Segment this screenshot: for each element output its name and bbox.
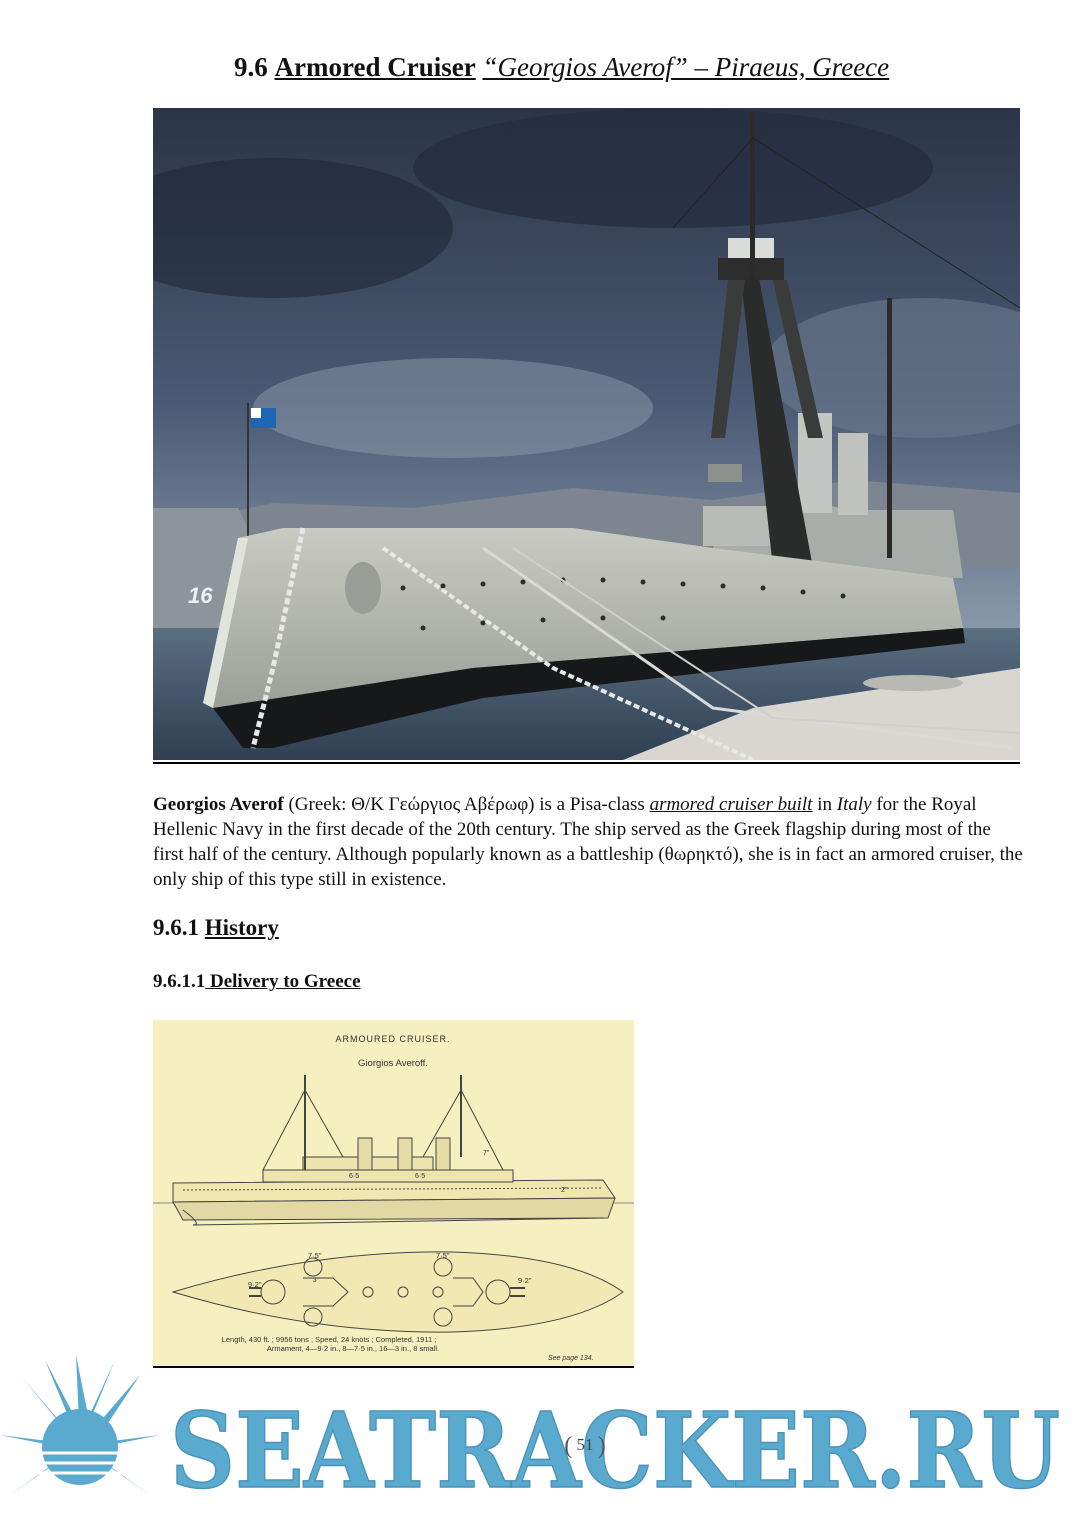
heading-subtitle: “Georgios Averof” – Piraeus, Greece (482, 52, 890, 82)
watermark-text: SEATRACKER.RU (170, 1389, 1060, 1512)
gun-label-port: 7·5" (308, 1251, 322, 1260)
history-number: 9.6.1 (153, 915, 199, 940)
delivery-label: Delivery to Greece (205, 971, 361, 992)
intro-rest: for the Royal Hellenic Navy in the first decade of the 20th century. The ship served as the Greek flagship during most of the first half of the century. Although popularly known as a battleship (θωρηκτό), she is in fact an armored cruiser, the only ship of this type still in existence. (153, 794, 1023, 890)
page-number-open: ( (564, 1433, 573, 1459)
gun-label-side-3: 6·5 (415, 1173, 426, 1180)
page-number (540, 1430, 630, 1457)
gun-label-side-4: 2" (561, 1187, 568, 1194)
gun-label-side-1: 7" (483, 1150, 490, 1157)
history-label: History (204, 915, 279, 940)
plan-spec-line-1: Length, 430 ft. ; 9956 tons ; Speed, 24 knots ; Completed, 1911 ; (221, 1335, 437, 1344)
delivery-heading (153, 971, 361, 993)
intro-greek: (Greek: Θ/Κ Γεώργιος Αβέρωφ) is a Pisa-class (283, 794, 650, 815)
ship-photo (153, 108, 1020, 760)
page-number-close: ) (597, 1433, 606, 1459)
intro-country: Italy (836, 794, 872, 815)
page-number-value: 51 (576, 1435, 594, 1454)
ship-name: Georgios Averof (153, 794, 284, 815)
hull-number: 16 (188, 583, 213, 608)
plan-spec-line-2: Armament, 4—9·2 in., 8—7·5 in., 16—3 in., 8 small. (266, 1344, 440, 1353)
gun-label-stbd: 7·5" (436, 1251, 450, 1260)
plan-see-page: See page 134. (548, 1355, 594, 1362)
ship-plan (153, 1020, 634, 1366)
gun-label-3in: 3" (313, 1277, 319, 1284)
gun-label-side-2: 6·5 (349, 1173, 360, 1180)
gun-label-fore: 9·2" (248, 1280, 262, 1289)
section-heading (234, 50, 1034, 84)
armored-cruiser-link[interactable]: armored cruiser built (649, 794, 813, 815)
intro-in: in (812, 794, 837, 815)
delivery-number: 9.6.1.1 (153, 971, 206, 992)
intro-paragraph (153, 792, 1023, 892)
heading-label: Armored Cruiser (274, 52, 476, 82)
ship-plan-drawing (153, 1020, 634, 1366)
ship-photo-drawing (153, 108, 1020, 760)
photo-rule (153, 762, 1020, 764)
heading-number: 9.6 (234, 52, 268, 82)
history-heading (153, 915, 279, 941)
plan-caption: ARMOURED CRUISER. (335, 1034, 451, 1044)
sun-logo (0, 1355, 160, 1495)
plan-ship-name: Giorgios Averoff. (358, 1058, 428, 1069)
gun-label-aft: 9·2" (518, 1276, 532, 1285)
